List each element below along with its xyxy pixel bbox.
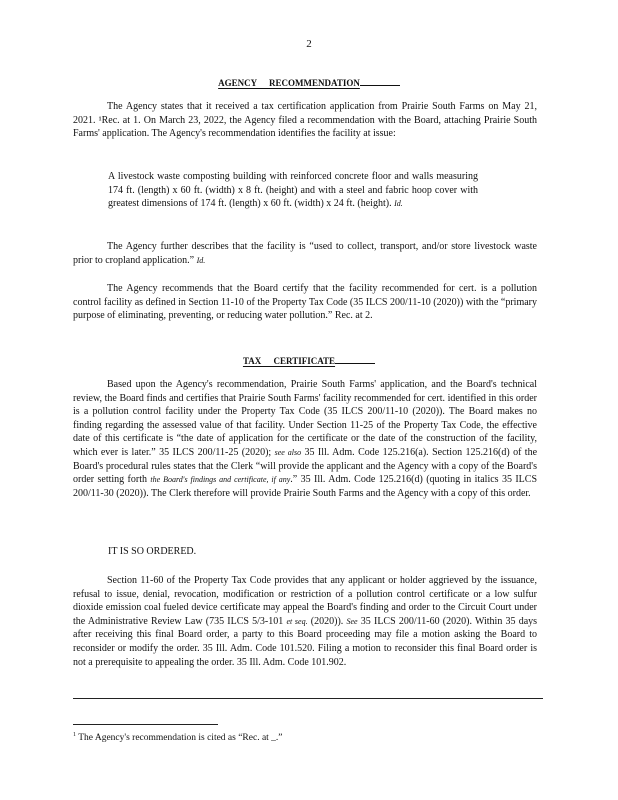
agency-paragraph-2: The Agency further describes that the facility is “used to collect, transport, and/or store livestock waste prior to cropland application.” Id. [73,241,537,266]
tax-certificate-heading: TAX CERTIFICATE [0,354,618,366]
page-number: 2 [306,38,312,50]
footnote-marker: 1 [73,732,76,738]
tax-certificate-paragraph: Based upon the Agency's recommendation, Prairie South Farms' application, and the Board's technical review, the Board finds and certifies that Prairie South Farms' facility recommended for cert. identified in this order is a pollution control facility under the Property Tax Code (35 ILCS 200/11-10 (2020)). The Board makes no finding regarding the assessed value of that facility. Under Section 11-25 of the Property Tax Code, the effective date of this certificate is “the date of application for the certificate or the date of the construction of the facility, which ever is later.” 35 ILCS 200/11-25 (2020); see also 35 Ill. Adm. Code 125.216(a). Section 125.216(d) of the Board's procedural rules states that the Clerk “will provide the applicant and the Agency with a copy of the Board's order setting forth the Board's findings and certificate, if any.” 35 Ill. Adm. Code 125.216(d) (quoting in italics 35 ILCS 200/11-30 (2020)). The Clerk therefore will provide Prairie South Farms and the Agency with a copy of this order. [73,379,538,499]
so-ordered-line: IT IS SO ORDERED. [108,546,197,557]
italic-quotation: the Board's findings and certificate, if any [150,475,291,485]
block-quote-citation: Id. [394,199,403,209]
footnote [73,732,283,743]
footnote-divider [73,724,218,725]
agency-recommendation-heading: AGENCY RECOMMENDATION [0,76,618,88]
page-content-divider [73,698,543,699]
see-also-signal: see also [274,447,302,457]
facility-description-quote: A livestock waste composting building with reinforced concrete floor and walls measuring 174 ft. (length) x 60 ft. (width) x 8 ft. (height) and with a steel and fabric hoop cover with greatest dimensions of 174 ft. (length) x 60 ft. (width) x 24 ft. (height). Id. [108,171,478,210]
footnote-text: The Agency's recommendation is cited as “Rec. at _.” [78,733,283,744]
appeal-rights-paragraph: Section 11-60 of the Property Tax Code provides that any applicant or holder aggrieved by the issuance, refusal to issue, denial, revocation, modification or restriction of a pollution control certificate or a low sulfur dioxide emission coal fueled device certificate may appeal the Board's finding and order to the Circuit Court under the Administrative Review Law (735 ILCS 5/3-101 et seq. (2020)). See 35 ILCS 200/11-60 (2020). Within 35 days after receiving this final Board order, a party to this Board proceeding may file a motion asking the Board to reconsider or modify the order. 35 Ill. Adm. Code 101.520. Filing a motion to reconsider this final Board order is not a prerequisite to appealing the order. 35 Ill. Adm. Code 101.902. [73,575,538,668]
see-signal: See [346,616,358,626]
agency-paragraph-1: The Agency states that it received a tax certification application from Prairie South Farms on May 21, 2021. ¹Rec. at 1. On March 23, 2022, the Agency filed a recommendation with the Board, attaching Prairie South Farms' application. The Agency's recommendation identifies the facility at issue: [73,101,537,140]
agency-paragraph-3: The Agency recommends that the Board certify that the facility recommended for cert. is a pollution control facility as defined in Section 11-10 of the Property Tax Code (35 ILCS 200/11-10 (2020)) with the “primary purpose of eliminating, preventing, or reducing water pollution.” Rec. at 2. [73,283,537,322]
agency-paragraph-2-citation: Id. [196,255,206,265]
et-seq-signal: et seq. [286,616,308,626]
